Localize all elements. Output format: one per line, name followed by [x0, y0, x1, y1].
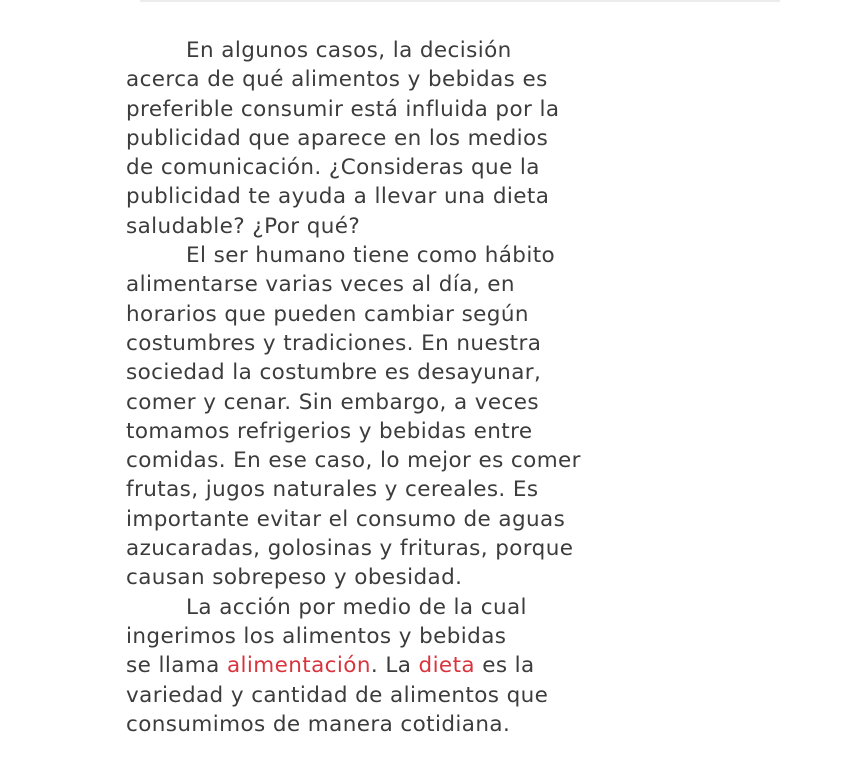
- text-line: variedad y cantidad de alimentos que: [126, 682, 549, 708]
- text-line: preferible consumir está influida por la: [126, 96, 560, 122]
- text-line: ingerimos los alimentos y bebidas: [126, 623, 507, 649]
- text-line: acerca de qué alimentos y bebidas es: [126, 67, 548, 93]
- text-line: alimentarse varias veces al día, en: [126, 272, 515, 298]
- text-line: publicidad te ayuda a llevar una dieta: [126, 184, 550, 210]
- paragraph-advertising: [126, 36, 792, 241]
- text-line: publicidad que aparece en los medios: [126, 125, 549, 151]
- text-line: comer y cenar. Sin embargo, a veces: [126, 389, 539, 415]
- term-dieta: dieta: [418, 653, 475, 679]
- text-segment: . La: [370, 653, 419, 679]
- text-line: La acción por medio de la cual: [186, 594, 527, 620]
- text-line: frutas, jugos naturales y cereales. Es: [126, 477, 539, 503]
- text-line: importante evitar el consumo de aguas: [126, 506, 566, 532]
- paragraph-meal-habits: [126, 241, 792, 593]
- text-line-with-terms: [126, 651, 792, 680]
- top-divider: [140, 0, 780, 2]
- text-line: consumimos de manera cotidiana.: [126, 711, 511, 737]
- text-line: En algunos casos, la decisión: [186, 38, 512, 63]
- text-line: costumbres y tradiciones. En nuestra: [126, 330, 542, 356]
- text-body: [126, 36, 792, 739]
- text-line: horarios que pueden cambiar según: [126, 301, 529, 327]
- text-segment: es la: [474, 653, 535, 679]
- text-line: saludable? ¿Por qué?: [126, 213, 361, 239]
- text-line: causan sobrepeso y obesidad.: [126, 565, 463, 591]
- text-line: comidas. En ese caso, lo mejor es comer: [126, 448, 581, 474]
- term-alimentacion: alimentación: [226, 653, 371, 679]
- text-line: sociedad la costumbre es desayunar,: [126, 360, 542, 386]
- text-line: de comunicación. ¿Consideras que la: [126, 155, 540, 181]
- text-line: azucaradas, golosinas y frituras, porque: [126, 536, 574, 562]
- text-line: El ser humano tiene como hábito: [186, 243, 556, 269]
- text-line: tomamos refrigerios y bebidas entre: [126, 418, 533, 444]
- text-segment: se llama: [126, 653, 227, 679]
- paragraph-definitions: [126, 593, 792, 739]
